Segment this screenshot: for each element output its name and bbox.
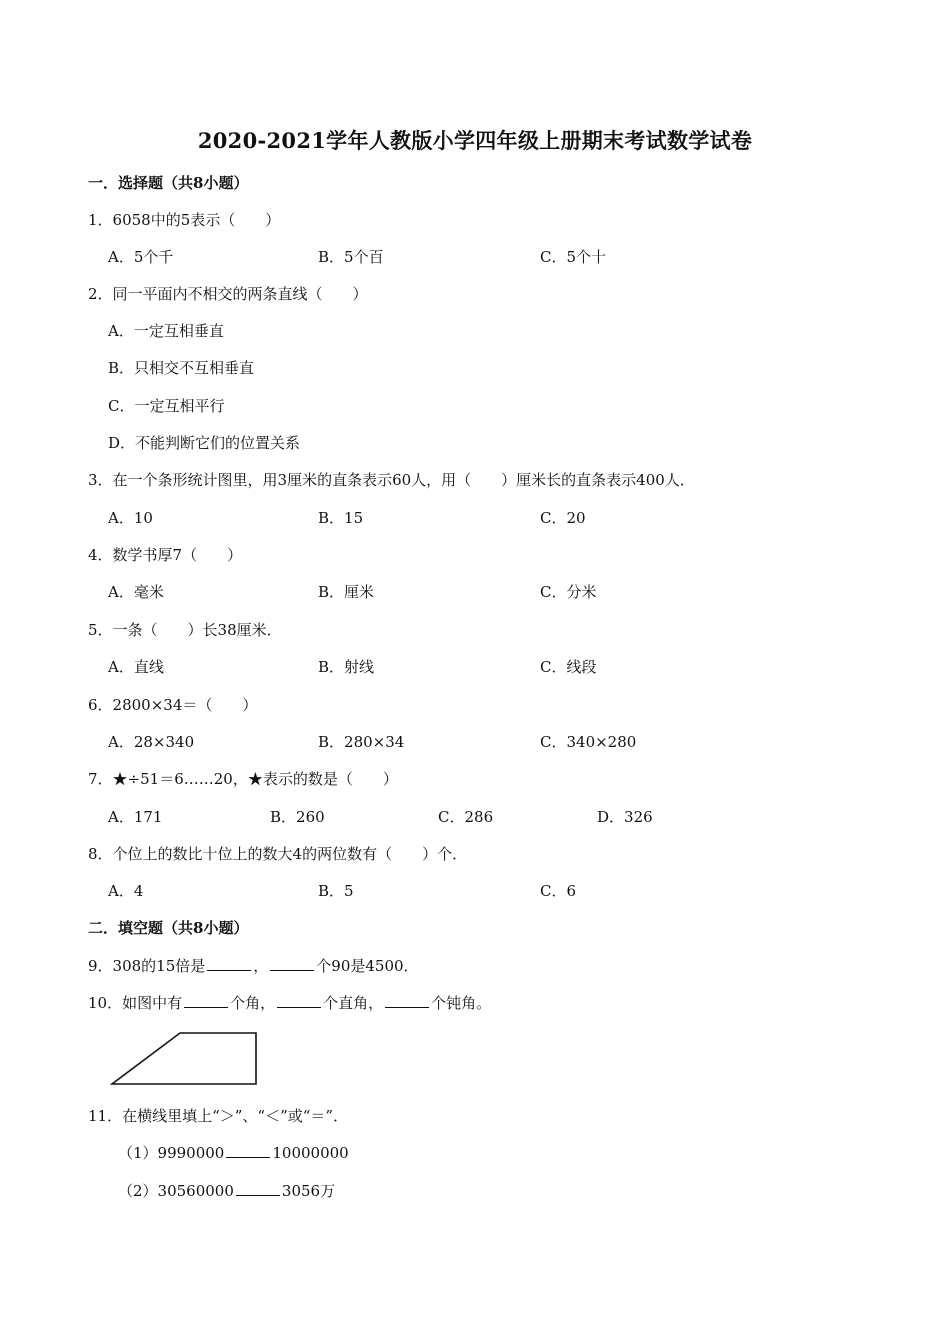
trapezoid-figure — [108, 1030, 268, 1090]
question-2-option-c: C．一定互相平行 — [108, 397, 225, 415]
question-6-option-a: A．28×340 — [108, 733, 195, 751]
answer-blank[interactable] — [184, 993, 228, 1008]
question-4-stem: 4．数学书厚7（ ） — [88, 546, 243, 564]
answer-blank[interactable] — [226, 1143, 270, 1158]
question-10-part-1: 10．如图中有 — [88, 994, 183, 1012]
question-11-sub-1-right: 10000000 — [272, 1144, 349, 1162]
question-8-option-a: A．4 — [108, 882, 144, 900]
question-2-option-a: A．一定互相垂直 — [108, 322, 224, 340]
answer-blank[interactable] — [236, 1181, 280, 1196]
question-9-part-2: ， — [253, 957, 269, 975]
question-7-stem: 7．★÷51＝6……20，★表示的数是（ ） — [88, 770, 398, 788]
question-7-option-a: A．171 — [108, 808, 163, 826]
question-6-option-b: B．280×34 — [318, 733, 405, 751]
question-4-option-b: B．厘米 — [318, 583, 375, 601]
page-title: 2020-2021学年人教版小学四年级上册期末考试数学试卷 — [197, 128, 753, 153]
question-4-option-a: A．毫米 — [108, 583, 164, 601]
question-1-option-a: A．5个千 — [108, 248, 174, 266]
question-5-option-a: A．直线 — [108, 658, 164, 676]
question-8-option-b: B．5 — [318, 882, 354, 900]
question-11-sub-1 — [118, 1143, 349, 1163]
question-6-option-c: C．340×280 — [540, 733, 637, 751]
question-2-option-d: D．不能判断它们的位置关系 — [108, 434, 301, 452]
question-9-part-3: 个90是4500． — [316, 957, 419, 975]
answer-blank[interactable] — [207, 956, 251, 971]
section-heading-fill: 二．填空题（共8小题） — [88, 919, 249, 937]
question-1-option-c: C．5个十 — [540, 248, 607, 266]
question-4-option-c: C．分米 — [540, 583, 597, 601]
question-8-stem: 8．个位上的数比十位上的数大4的两位数有（ ）个． — [88, 845, 468, 863]
question-11-sub-2-right: 3056万 — [281, 1182, 336, 1200]
question-10-part-4: 个钝角。 — [431, 994, 492, 1012]
answer-blank[interactable] — [385, 993, 429, 1008]
question-1-stem: 1．6058中的5表示（ ） — [88, 211, 281, 229]
question-10 — [88, 993, 491, 1013]
question-8-option-c: C．6 — [540, 882, 577, 900]
question-7-option-c: C．286 — [438, 808, 494, 826]
question-10-part-2: 个角， — [230, 994, 276, 1012]
question-11-sub-2-left: （2）30560000 — [118, 1182, 234, 1200]
question-7-option-b: B．260 — [270, 808, 325, 826]
question-3-stem: 3．在一个条形统计图里，用3厘米的直条表示60人，用（ ）厘米长的直条表示400人． — [88, 471, 695, 489]
question-3-option-c: C．20 — [540, 509, 586, 527]
answer-blank[interactable] — [277, 993, 321, 1008]
question-11-sub-2 — [118, 1181, 335, 1201]
question-1-option-b: B．5个百 — [318, 248, 384, 266]
question-11-stem: 11．在横线里填上“＞”、“＜”或“＝”． — [88, 1107, 349, 1125]
question-7-option-d: D．326 — [597, 808, 653, 826]
section-heading-choice: 一．选择题（共8小题） — [88, 174, 249, 192]
question-5-option-b: B．射线 — [318, 658, 375, 676]
question-9 — [88, 956, 419, 976]
question-9-part-1: 9．308的15倍是 — [88, 957, 206, 975]
question-2-stem: 2．同一平面内不相交的两条直线（ ） — [88, 285, 368, 303]
question-3-option-b: B．15 — [318, 509, 364, 527]
question-3-option-a: A．10 — [108, 509, 153, 527]
question-5-stem: 5．一条（ ）长38厘米． — [88, 621, 282, 639]
question-2-option-b: B．只相交不互相垂直 — [108, 359, 255, 377]
question-10-part-3: 个直角， — [323, 994, 384, 1012]
question-5-option-c: C．线段 — [540, 658, 597, 676]
question-11-sub-1-left: （1）9990000 — [118, 1144, 225, 1162]
answer-blank[interactable] — [270, 956, 314, 971]
question-6-stem: 6．2800×34＝（ ） — [88, 696, 258, 714]
